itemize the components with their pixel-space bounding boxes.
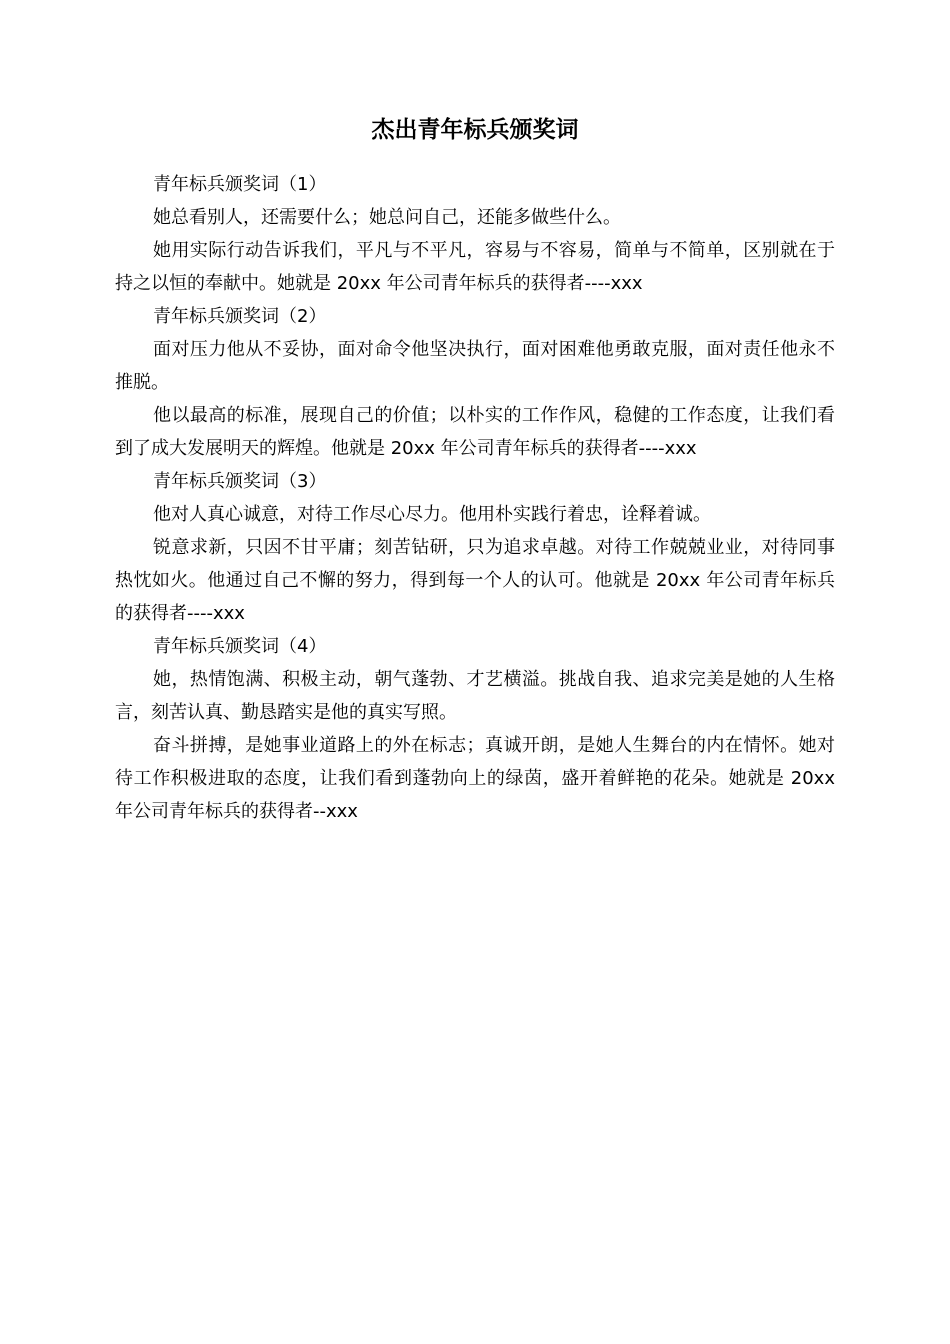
paragraph: 奋斗拼搏，是她事业道路上的外在标志；真诚开朗，是她人生舞台的内在情怀。她对待工作积极进取的态度，让我们看到蓬勃向上的绿茵，盛开着鲜艳的花朵。她就是 20xx 年公司青年标兵的获得者--xxx [115, 735, 835, 822]
document-body [115, 168, 835, 828]
section-heading-1: 青年标兵颁奖词（1） [153, 174, 327, 195]
section-heading-2: 青年标兵颁奖词（2） [153, 306, 327, 327]
paragraph: 她用实际行动告诉我们，平凡与不平凡，容易与不容易，简单与不简单，区别就在于持之以恒的奉献中。她就是 20xx 年公司青年标兵的获得者----xxx [115, 240, 835, 294]
document-title: 杰出青年标兵颁奖词 [371, 117, 579, 143]
paragraph: 他以最高的标准，展现自己的价值；以朴实的工作作风，稳健的工作态度，让我们看到了成大发展明天的辉煌。他就是 20xx 年公司青年标兵的获得者----xxx [115, 405, 835, 459]
paragraph: 她总看别人，还需要什么；她总问自己，还能多做些什么。 [153, 207, 621, 228]
paragraph: 锐意求新，只因不甘平庸；刻苦钻研，只为追求卓越。对待工作兢兢业业，对待同事热忱如火。他通过自己不懈的努力，得到每一个人的认可。他就是 20xx 年公司青年标兵的获得者----xxx [115, 537, 835, 624]
section-heading-4: 青年标兵颁奖词（4） [153, 636, 327, 657]
paragraph: 她，热情饱满、积极主动，朝气蓬勃、才艺横溢。挑战自我、追求完美是她的人生格言，刻苦认真、勤恳踏实是他的真实写照。 [115, 669, 835, 723]
paragraph: 他对人真心诚意，对待工作尽心尽力。他用朴实践行着忠，诠释着诚。 [153, 504, 711, 525]
section-heading-3: 青年标兵颁奖词（3） [153, 471, 327, 492]
paragraph: 面对压力他从不妥协，面对命令他坚决执行，面对困难他勇敢克服，面对责任他永不推脱。 [115, 339, 835, 393]
